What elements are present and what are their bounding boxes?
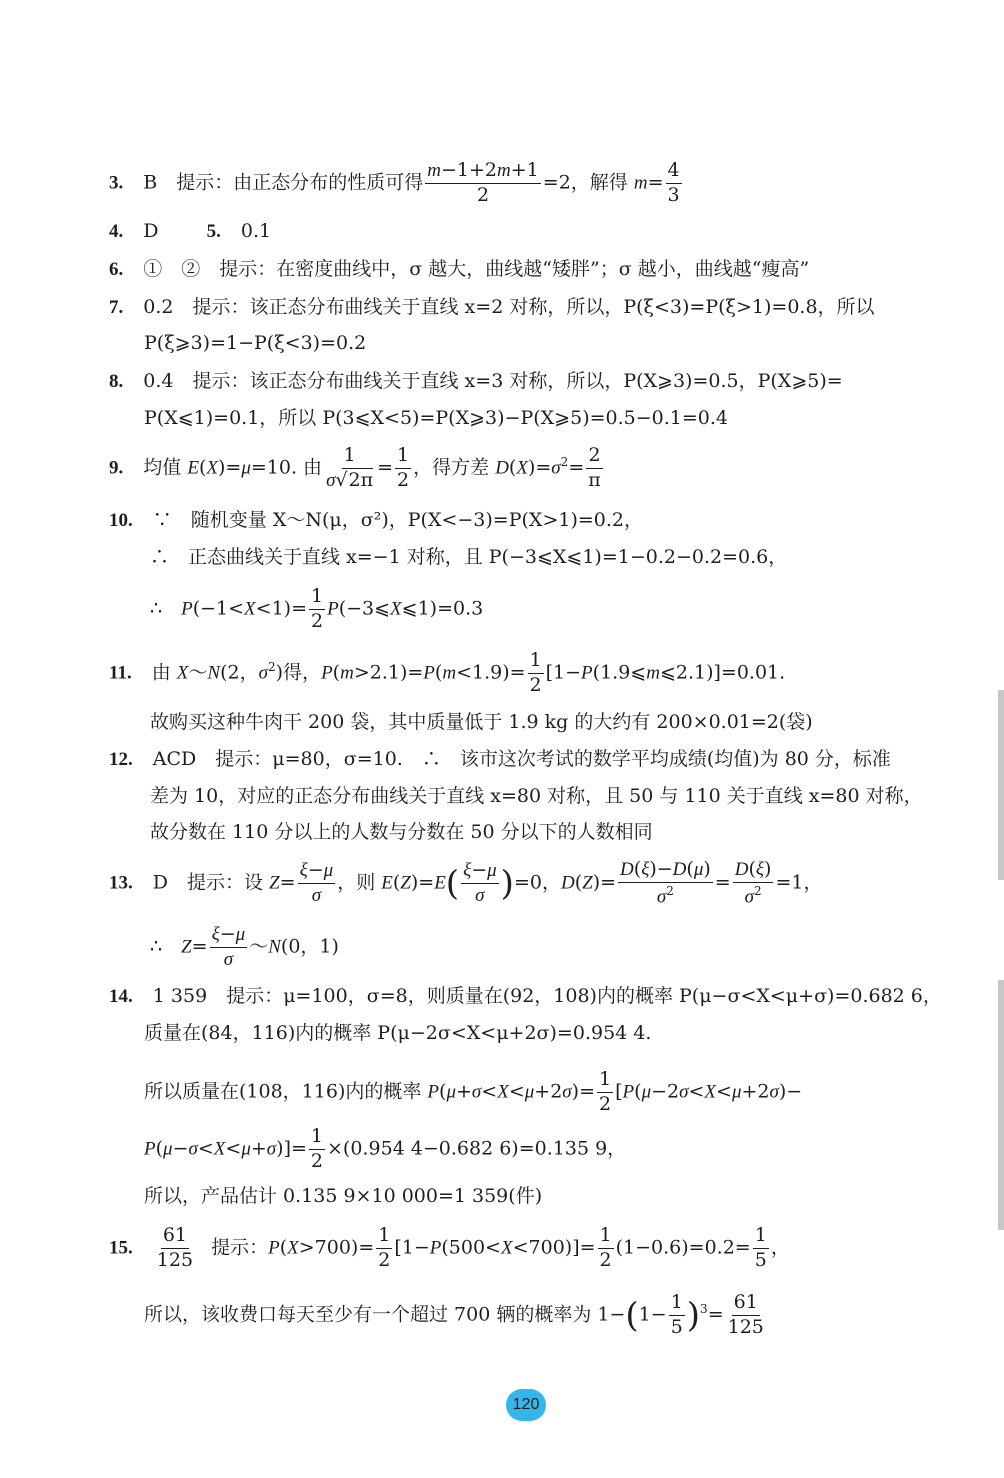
answer-value: D [143, 220, 159, 242]
item-number: 11. [109, 662, 132, 684]
answer-10 [109, 511, 643, 530]
answer-line: ACD 提示：μ=80，σ=10. ∴ 该市这次考试的数学平均成绩(均值)为 80 分，标准 [152, 748, 891, 770]
item-number: 10. [109, 510, 133, 531]
fraction: $\frac{\xi-\mu}{\sigma}$ [463, 859, 497, 907]
answer-13: 13. D 提示：设 Z= $\frac{\xi-\mu}{\sigma}$ ，则 E(Z)=E( $\frac{\xi-\mu}{\sigma}$ )=0，D(Z)= $\frac{D(\xi)-D(\mu)}{\sigma^2}$ = $\frac{D(\xi)}{\sigma^2}$ =1， [109, 858, 823, 908]
answer-6 [109, 260, 809, 279]
answer-value: 0.1 [240, 220, 272, 242]
answer-14-cont: 所以质量在(108，116)内的概率 P(μ+σ<X<μ+2σ)= $\frac{1}{2}$ [P(μ−2σ<X<μ+2σ)− [144, 1068, 803, 1115]
answer-14-cont: P(μ−σ<X<μ+σ)]= $\frac{1}{2}$ ×(0.954 4−0.682 6)=0.135 9， [144, 1125, 627, 1172]
answer-line: 1 359 提示：μ=100，σ=8，则质量在(92，108)内的概率 P(μ−σ<X<μ+σ)=0.682 6， [152, 985, 942, 1007]
item-number: 12. [109, 749, 133, 770]
answer-14-cont: 所以，产品估计 0.135 9×10 000=1 359(件) [144, 1185, 543, 1207]
answer-15-cont: 所以，该收费口每天至少有一个超过 700 辆的概率为 1−(1− $\frac{1}{5}$ )$^3$= $\frac{61}{125}$ [144, 1291, 764, 1338]
answer-12 [109, 750, 891, 769]
fraction: $\frac{1}{\sigma√2\pi}$ [326, 444, 374, 491]
fraction: $\frac{m-1+2m+1}{2}$ [427, 159, 539, 206]
answer-8-cont: P(X⩽1)=0.1，所以 P(3⩽X<5)=P(X⩾3)−P(X⩾5)=0.5−0.1=0.4 [144, 407, 729, 429]
fraction: $\frac{1}{2}$ [529, 649, 542, 696]
item-number: 14. [109, 986, 133, 1007]
item-number: 5. [206, 221, 221, 242]
edge-tab [998, 980, 1004, 1230]
fraction: $\frac{1}{2}$ [397, 444, 410, 491]
answer-line: ① ② 提示：在密度曲线中，σ 越大，曲线越“矮胖”；σ 越小，曲线越“瘦高” [143, 258, 810, 280]
fraction: $\frac{2}{\pi}$ [588, 444, 601, 491]
fraction: $\frac{1}{2}$ [311, 585, 324, 632]
item-number: 9. [109, 457, 124, 479]
answer-12-cont: 故分数在 110 分以上的人数与分数在 50 分以下的人数相同 [150, 821, 653, 843]
fraction: $\frac{61}{125}$ [727, 1291, 764, 1338]
fraction: $\frac{61}{125}$ [156, 1224, 194, 1271]
answer-line: ∵ 随机变量 X～N(μ，σ²)，P(X<−3)=P(X>1)=0.2， [152, 509, 644, 531]
fraction: $\frac{D(\xi)}{\sigma^2}$ [734, 858, 772, 908]
fraction: $\frac{1}{2}$ [599, 1224, 612, 1271]
item-number: 7. [109, 297, 124, 318]
answer-3: 3. B 提示：由正态分布的性质可得 $\frac{m-1+2m+1}{2}$ =2，解得 m= $\frac{4}{3}$ [109, 159, 680, 206]
answer-7-cont: P(ξ⩾3)=1−P(ξ<3)=0.2 [144, 332, 367, 354]
fraction: $\frac{1}{2}$ [378, 1224, 391, 1271]
item-number: 4. [109, 221, 124, 242]
answer-10-cont: ∴ 正态曲线关于直线 x=−1 对称，且 P(−3⩽X⩽1)=1−0.2−0.2=0.6， [150, 546, 788, 568]
fraction: $\frac{1}{5}$ [754, 1224, 767, 1271]
page-number: 120 [506, 1389, 546, 1421]
fraction: $\frac{4}{3}$ [667, 159, 680, 206]
fraction: $\frac{1}{2}$ [310, 1125, 324, 1172]
answer-4-5 [109, 222, 271, 241]
fraction: $\frac{1}{2}$ [599, 1068, 612, 1115]
answer-line: 0.2 提示：该正态分布曲线关于直线 x=2 对称，所以，P(ξ<3)=P(ξ>1)=0.8，所以 [143, 296, 875, 318]
item-number: 13. [109, 872, 133, 894]
answer-14-cont: 质量在(84，116)内的概率 P(μ−2σ<X<μ+2σ)=0.954 4. [144, 1022, 652, 1044]
answer-12-cont: 差为 10，对应的正态分布曲线关于直线 x=80 对称，且 50 与 110 关于直线 x=80 对称， [150, 785, 923, 807]
edge-tab [998, 690, 1004, 880]
answer-13-cont: ∴ Z= $\frac{\xi-\mu}{\sigma}$ ～N(0，1) [150, 923, 339, 970]
answer-9: 9. 均值 E(X)=μ=10. 由 $\frac{1}{\sigma√2\pi}$ = $\frac{1}{2}$ ，得方差 $D(X)=\sigma^2=$ $\frac{2}{\pi}$ [109, 444, 601, 491]
fraction: $\frac{\xi-\mu}{\sigma}$ [299, 859, 334, 907]
item-number: 6. [109, 259, 124, 280]
answer-7 [109, 298, 875, 317]
item-number: 3. [109, 172, 124, 194]
fraction: $\frac{1}{5}$ [670, 1291, 683, 1338]
answer-15: 15. $\frac{61}{125}$ 提示：P(X>700)= $\frac{1}{2}$ [1−P(500<X<700)]= $\frac{1}{2}$ (1−0.6)=0.2= $\frac{1}{5}$ ， [109, 1224, 790, 1271]
answer-14 [109, 987, 942, 1006]
answer-8 [109, 372, 843, 391]
answer-line: 0.4 提示：该正态分布曲线关于直线 x=3 对称，所以，P(X⩾3)=0.5，P(X⩾5)= [143, 370, 843, 392]
answer-11-cont: 故购买这种牛肉干 200 袋，其中质量低于 1.9 kg 的大约有 200×0.01=2(袋) [150, 711, 813, 733]
answer-10-cont: ∴ P(−1<X<1)= $\frac{1}{2}$ P(−3⩽X⩽1)=0.3 [150, 585, 484, 632]
item-number: 15. [109, 1237, 133, 1259]
answer-11: 11. 由 X～N(2，$\sigma^2$)得，P(m>2.1)=P(m<1.9)= $\frac{1}{2}$ [1−P(1.9⩽m⩽2.1)]=0.01. [109, 649, 786, 696]
fraction: $\frac{D(\xi)-D(\mu)}{\sigma^2}$ [620, 858, 711, 908]
item-number: 8. [109, 371, 124, 392]
fraction: $\frac{\xi-\mu}{\sigma}$ [211, 923, 246, 970]
